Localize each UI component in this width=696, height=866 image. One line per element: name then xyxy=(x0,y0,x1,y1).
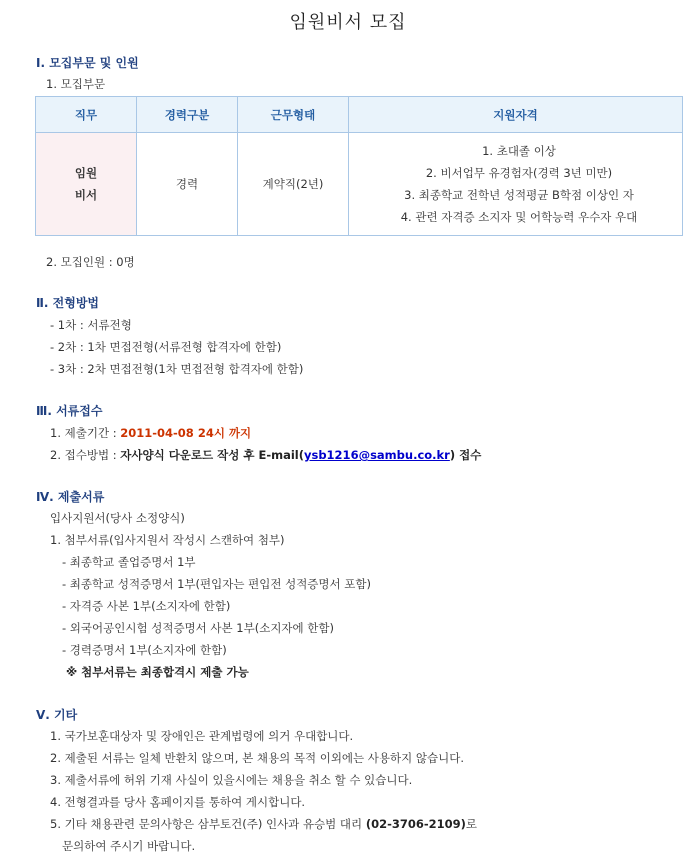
table-cell-employment: 계약직(2년) xyxy=(238,133,349,236)
contact-tail: 로 xyxy=(465,817,477,831)
role-line: 비서 xyxy=(74,188,98,202)
list-item: 2. 제출된 서류는 일체 반환치 않으며, 본 채용의 목적 이외에는 사용하지 않습니다. xyxy=(50,751,464,765)
table-header-cell: 근무형태 xyxy=(238,97,349,133)
page-title: 임원비서 모집 xyxy=(289,12,407,33)
list-item: - 최종학교 성적증명서 1부(편입자는 편입전 성적증명서 포함) xyxy=(62,577,371,591)
list-item: 3. 제출서류에 허위 기재 사실이 있을시에는 채용을 취소 할 수 있습니다. xyxy=(50,773,413,787)
documents-line: 1. 첨부서류(입사지원서 작성시 스캔하여 첨부) xyxy=(50,533,285,547)
recruitment-table xyxy=(35,96,683,236)
subheading-recruitment-field: 1. 모집부문 xyxy=(46,77,106,91)
contact-text: 5. 기타 채용관련 문의사항은 삼부토건(주) 인사과 유승범 대리 xyxy=(50,817,366,831)
table-header-row xyxy=(36,97,683,133)
email-link[interactable]: ysb1216@sambu.co.kr xyxy=(303,448,450,462)
method-text-end: ) 접수 xyxy=(449,448,482,462)
deadline-value: 2011-04-08 24시 까지 xyxy=(120,426,252,440)
method-label: 2. 접수방법 : xyxy=(50,448,121,462)
table-header-cell: 경력구분 xyxy=(137,97,238,133)
contact-phone: (02-3706-2109) xyxy=(365,817,466,831)
list-item: - 경력증명서 1부(소지자에 한함) xyxy=(62,643,227,657)
qualification-item: 3. 최종학교 전학년 성적평균 B학점 이상인 자 xyxy=(404,188,634,202)
list-item: 1. 국가보훈대상자 및 장애인은 관계법령에 의거 우대합니다. xyxy=(50,729,354,743)
method-text: 자사양식 다운로드 작성 후 E-mail( xyxy=(120,448,304,462)
list-item: 4. 전형결과를 당사 홈페이지를 통하여 게시합니다. xyxy=(50,795,306,809)
qualification-item: 4. 관련 자격증 소지자 및 어학능력 우수자 우대 xyxy=(400,210,638,224)
role-line: 임원 xyxy=(74,166,98,180)
list-item-continued: 문의하여 주시기 바랍니다. xyxy=(62,839,196,853)
qualification-item: 1. 초대졸 이상 xyxy=(482,144,556,158)
table-row xyxy=(36,133,683,236)
list-item: - 외국어공인시험 성적증명서 사본 1부(소지자에 한함) xyxy=(62,621,335,635)
list-item xyxy=(50,816,477,832)
table-cell-career: 경력 xyxy=(137,133,238,236)
table-cell-qualifications xyxy=(349,133,683,236)
documents-note: ※ 첨부서류는 최종합격시 제출 가능 xyxy=(66,665,249,679)
list-item: - 자격증 사본 1부(소지자에 한함) xyxy=(62,599,231,613)
method-line xyxy=(50,447,481,463)
recruitment-count: 2. 모집인원 : 0명 xyxy=(46,255,135,269)
list-item: - 3차 : 2차 면접전형(1차 면접전형 합격자에 한함) xyxy=(50,362,304,376)
list-item: - 최종학교 졸업증명서 1부 xyxy=(62,555,196,569)
deadline-line xyxy=(50,425,251,441)
section-heading-application: Ⅲ. 서류접수 xyxy=(36,404,103,418)
section-heading-documents: Ⅳ. 제출서류 xyxy=(36,490,105,504)
deadline-label: 1. 제출기간 : xyxy=(50,426,121,440)
list-item: - 2차 : 1차 면접전형(서류전형 합격자에 한함) xyxy=(50,340,282,354)
section-heading-other: Ⅴ. 기타 xyxy=(36,708,78,722)
documents-line: 입사지원서(당사 소정양식) xyxy=(50,511,185,525)
list-item: - 1차 : 서류전형 xyxy=(50,318,132,332)
table-header-cell: 지원자격 xyxy=(349,97,683,133)
table-header-cell: 직무 xyxy=(36,97,137,133)
table-cell-role xyxy=(36,133,137,236)
qualification-item: 2. 비서업무 유경험자(경력 3년 미만) xyxy=(425,166,613,180)
section-heading-selection: Ⅱ. 전형방법 xyxy=(36,296,100,310)
section-heading-recruitment: Ⅰ. 모집부문 및 인원 xyxy=(36,56,139,70)
